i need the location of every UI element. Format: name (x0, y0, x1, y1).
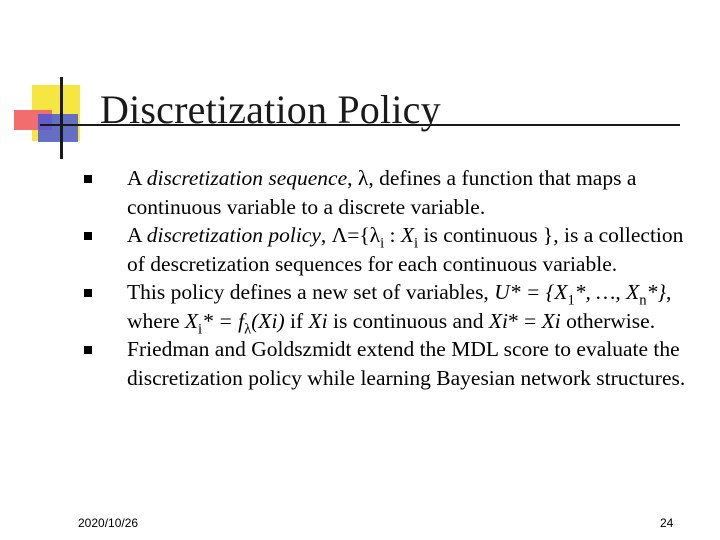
bullet-list (84, 164, 704, 392)
square-bullet-icon (84, 175, 92, 183)
footer-date: 2020/10/26 (78, 516, 139, 530)
bullet-item-2: A discretization policy, $\Lambda=\{\lambda_i$ : $X_i$ is continuous }, is a collection of descretization sequences for each continuous variable. (84, 221, 704, 278)
slide-title: Discretization Policy (100, 87, 441, 132)
bullet-item-4: Friedman and Goldszmidt extend the MDL score to evaluate the discretization policy while learning Bayesian network structures. (84, 335, 704, 392)
title-ornament-vertical-line (60, 77, 63, 159)
square-bullet-icon (84, 289, 92, 297)
title-ornament-blue-square (38, 114, 78, 142)
bullet-item-3: This policy defines a new set of variables, $U* = \{X_1*$, …, $X_n*$}, where $X_i* = f_\lambda(Xi)$ if Xi is continuous and Xi* = Xi otherwise. (84, 278, 704, 335)
bullet-item-1: A discretization sequence, λ, defines a function that maps a continuous variable to a discrete variable. (84, 164, 704, 221)
square-bullet-icon (84, 232, 92, 240)
page-number: 24 (660, 516, 674, 530)
square-bullet-icon (84, 346, 92, 354)
